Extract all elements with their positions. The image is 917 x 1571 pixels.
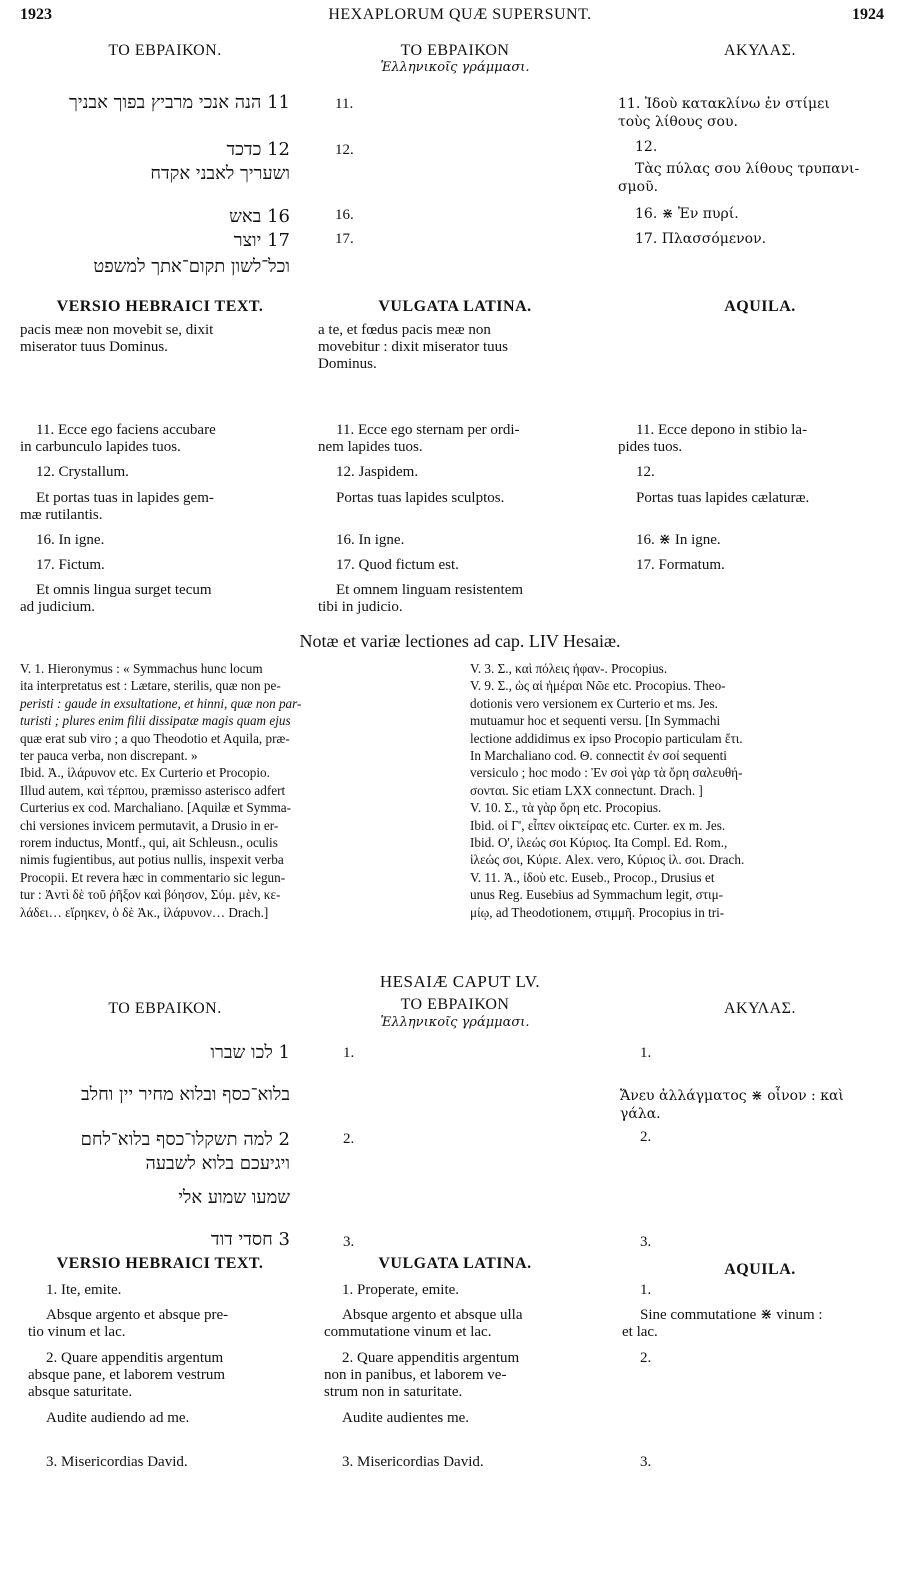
hebraicon-greek-subheading: Ἑλληνικοῖς γράμμασι. [380,1015,530,1030]
aquila-latin-heading: AQUILA. [724,298,796,315]
note-line: quæ erat sub viro ; a quo Theodotio et Aquila, præ- [20,730,290,746]
hebraicon-greek-subheading: Ἑλληνικοῖς γράμμασι. [380,60,530,75]
vulgata-line: Et omnem linguam resistentem [336,582,524,598]
note-line: unus Reg. Eusebius ad Symmachum legit, στιμ- [470,887,724,903]
versio-line: 2. Quare appenditis argentum [46,1350,224,1366]
vulgata-line: movebitur : dixit miserator tuus [318,339,508,355]
aquila-latin-line: 3. [640,1454,652,1470]
vulgata-line: 17. Quod fictum est. [336,557,459,573]
aquila-latin-line: 1. [640,1282,652,1298]
note-line: turisti ; plures enim filii dissipatæ magis quam ejus [20,713,291,729]
vulgata-heading: VULGATA LATINA. [378,298,532,315]
notes-right-column [470,660,900,921]
notes-left-column [20,660,460,921]
aquila-greek-line: 11. Ἰδοὺ κατακλίνω ἐν στίμει [618,96,830,112]
note-line: V. 3. Σ., καὶ πόλεις ἠφαν-. Procopius. [470,661,668,676]
vulgata-line: nem lapides tuos. [318,439,423,455]
chapter-title: HESAIÆ CAPUT LV. [379,972,541,991]
aquila-latin-line: 12. [636,464,655,480]
aquila-latin-line: 16. ⋇ In igne. [636,532,721,548]
vulgata-line: 3. Misericordias David. [342,1454,484,1470]
vulgata-line: Portas tuas lapides sculptos. [336,490,505,506]
hebrew-line: שמעו שמוע אלי [178,1187,290,1208]
hebrew-line: 2 למה תשקלו־כסף בלוא־לחם [80,1129,290,1150]
note-line: σονται. Sic etiam LXX connectunt. Drach. ] [470,782,703,798]
versio-line: 11. Ecce ego faciens accubare [36,422,216,438]
note-line: chi versiones invicem permutavit, a Drusio in er- [20,817,279,833]
versio-line: pacis meæ non movebit se, dixit [20,322,214,338]
aquila-greek-line: 17. Πλασσόμενον. [635,231,767,247]
versio-line: ad judicium. [20,599,95,615]
note-line: ter pauca verba, non discrepant. » [20,748,198,764]
versio-heading: VERSIO HEBRAICI TEXT. [56,298,264,315]
versio-line: 3. Misericordias David. [46,1454,188,1470]
aquila-greek-line: 1. [640,1045,652,1061]
versio-line: absque saturitate. [28,1384,133,1400]
vulgata-line: Dominus. [318,356,377,372]
aquila-latin-line: 17. Formatum. [636,557,725,573]
page-number-right: 1924 [852,6,884,23]
versio-line: miserator tuus Dominus. [20,339,168,355]
aquila-latin-line: Sine commutatione ⋇ vinum : [640,1307,823,1323]
hebrew-line: בלוא־כסף ובלוא מחיר יין וחלב [80,1084,290,1105]
versio-line: in carbunculo lapides tuos. [20,439,181,455]
versio-line: 12. Crystallum. [36,464,129,480]
note-line: Procopii. Et revera hæc in commentario sic legun- [20,869,286,885]
aquila-latin-line: pides tuos. [618,439,683,455]
note-line: nimis fugientibus, aut potius nullis, inspexit verba [20,852,284,868]
hebrew-line: ושעריך לאבני אקדח [150,163,290,184]
aquila-greek-line: 12. [635,139,658,155]
vulgata-line: Audite audientes me. [342,1410,470,1426]
note-line: tur : Ἀντὶ δὲ τοῦ ῥῆξον καὶ βόησον, Σύμ. μὲν, κε- [20,887,281,903]
aquila-greek-line: γάλα. [620,1106,661,1122]
vulgata-line: commutatione vinum et lac. [324,1324,492,1340]
verse-number: 2. [343,1131,355,1147]
versio-line: 1. Ite, emite. [46,1282,122,1298]
page-number-left: 1923 [20,6,52,23]
vulgata-line: 2. Quare appenditis argentum [342,1350,520,1366]
verse-number: 17. [335,231,354,247]
versio-line: tio vinum et lac. [28,1324,126,1340]
vulgata-line: 1. Properate, emite. [342,1282,460,1298]
hebrew-line: 12 כדכד [226,139,290,160]
note-line: Ibid. Ἀ., ἱλάρυνον etc. Ex Curterio et Procopio. [20,765,270,781]
aquila-greek-line: 3. [640,1234,652,1250]
versio-line: 17. Fictum. [36,557,105,573]
hebraicon-heading: ΤΟ ΕΒΡΑΙΚΟΝ. [108,42,222,59]
vulgata-line: tibi in judicio. [318,599,403,615]
note-line: μίῳ, ad Theodotionem, στιμμῆ. Procopius in tri- [470,904,725,920]
verse-number: 16. [335,207,354,223]
versio-line: Audite audiendo ad me. [46,1410,190,1426]
note-line: V. 11. Ἀ., ἰδοὺ etc. Euseb., Procop., Drusius et [470,869,715,885]
versio-line: Et portas tuas in lapides gem- [36,490,214,506]
aquila-greek-line: σμοῦ. [618,179,659,195]
verse-number: 12. [335,142,354,158]
note-line: λάδει… εἴρηκεν, ὁ δὲ Ἀκ., ἱλάρυνον… Drach.] [20,904,269,920]
hebrew-line: ויגיעכם בלוא לשבעה [145,1153,290,1174]
notes-title: Notæ et variæ lectiones ad cap. LIV Hesaiæ. [299,631,621,651]
vulgata-line: strum non in saturitate. [324,1384,463,1400]
vulgata-heading: VULGATA LATINA. [378,1255,532,1272]
vulgata-line: a te, et fœdus pacis meæ non [318,322,491,338]
hebrew-line: 11 הנה אנכי מרביץ בפוך אבניך [69,92,290,113]
running-title: HEXAPLORUM QUÆ SUPERSUNT. [328,6,592,23]
note-line: versiculo ; hoc modo : Ἐν σοὶ γὰρ τὰ ὄρη σαλευθή- [470,765,743,781]
note-line: Ibid. Ο', ἱλεώς σοι Κύριος. Ita Compl. Ed. Rom., [470,835,728,851]
aquila-greek-line: Τὰς πύλας σου λίθους τρυπανι- [635,161,860,177]
versio-line: absque pane, et laborem vestrum [28,1367,226,1383]
hebraicon-heading: ΤΟ ΕΒΡΑΙΚΟΝ. [108,1000,222,1017]
hebraicon-greek-heading: ΤΟ ΕΒΡΑΙΚΟΝ [400,42,510,59]
vulgata-line: non in panibus, et laborem ve- [324,1367,507,1383]
aquila-greek-line: τοὺς λίθους σου. [618,114,738,130]
versio-line: Et omnis lingua surget tecum [36,582,212,598]
hebrew-line: 1 לכו שברו [210,1042,290,1063]
note-line: Curterius ex cod. Marchaliano. [Aquilæ et Symma- [20,800,292,816]
note-line: Illud autem, καὶ τέρπου, præmisso asterisco adfert [20,782,286,798]
vulgata-line: 12. Jaspidem. [336,464,419,480]
note-line: ita interpretatus est : Lætare, sterilis, quæ non pe- [20,678,281,694]
note-line: V. 1. Hieronymus : « Symmachus hunc locum [20,661,263,676]
note-line: rorem inductus, Montf., qui, ait Schleusn., oculis [20,835,278,851]
hebrew-line: 16 באש [229,206,290,227]
hebraicon-greek-heading: ΤΟ ΕΒΡΑΙΚΟΝ [400,996,510,1013]
versio-line: mæ rutilantis. [20,507,103,523]
vulgata-line: Absque argento et absque ulla [342,1307,523,1323]
note-line: dotionis vero versionem ex Curterio et ms. Jes. [470,695,718,711]
aquila-greek-heading: ΑΚΥΛΑΣ. [723,1000,796,1017]
aquila-latin-line: Portas tuas lapides cælaturæ. [636,490,810,506]
versio-line: 16. In igne. [36,532,105,548]
note-line: peristi : gaude in exsultatione, et hinni, quæ non par- [20,695,302,711]
aquila-latin-line: 2. [640,1350,652,1366]
verse-number: 3. [343,1234,355,1250]
hebrew-line: 3 חסדי דוד [210,1229,290,1250]
note-line: lectione addidimus ex ipso Procopio particulam ἔτι. [470,730,743,746]
aquila-latin-line: et lac. [622,1324,658,1340]
note-line: mutuamur hoc et sequenti versu. [In Symmachi [470,713,721,729]
note-line: V. 10. Σ., τὰ γὰρ ὄρη etc. Procopius. [470,800,662,816]
aquila-latin-line: 11. Ecce depono in stibio la- [636,422,808,438]
aquila-greek-line: Ἄνευ ἀλλάγματος ⋇ οἶνον : καὶ [620,1088,844,1104]
note-line: Ibid. οἱ Γ', εἶπεν οἰκτείρας etc. Curter. ex m. Jes. [470,817,726,833]
versio-heading: VERSIO HEBRAICI TEXT. [56,1255,264,1272]
aquila-greek-line: 2. [640,1129,652,1145]
hebrew-line: 17 יוצר [233,230,290,251]
note-line: ἱλεώς σοι, Κύριε. Alex. vero, Κύριος ἱλ. σοι. Drach. [470,852,745,868]
aquila-greek-line: 16. ⋇ Ἐν πυρί. [635,206,739,222]
note-line: V. 9. Σ., ὡς αἱ ἡμέραι Νῶε etc. Procopius. Theo- [470,678,726,694]
verse-number: 1. [343,1045,355,1061]
hebrew-line: וכל־לשון תקום־אתך למשפט [93,256,290,277]
verse-number: 11. [335,96,354,112]
aquila-greek-heading: ΑΚΥΛΑΣ. [723,42,796,59]
vulgata-line: 11. Ecce ego sternam per ordi- [336,422,520,438]
aquila-latin-heading: AQUILA. [724,1261,796,1278]
versio-line: Absque argento et absque pre- [46,1307,229,1323]
vulgata-line: 16. In igne. [336,532,405,548]
note-line: In Marchaliano cod. Θ. connectit ἐν σοί sequenti [470,748,727,764]
